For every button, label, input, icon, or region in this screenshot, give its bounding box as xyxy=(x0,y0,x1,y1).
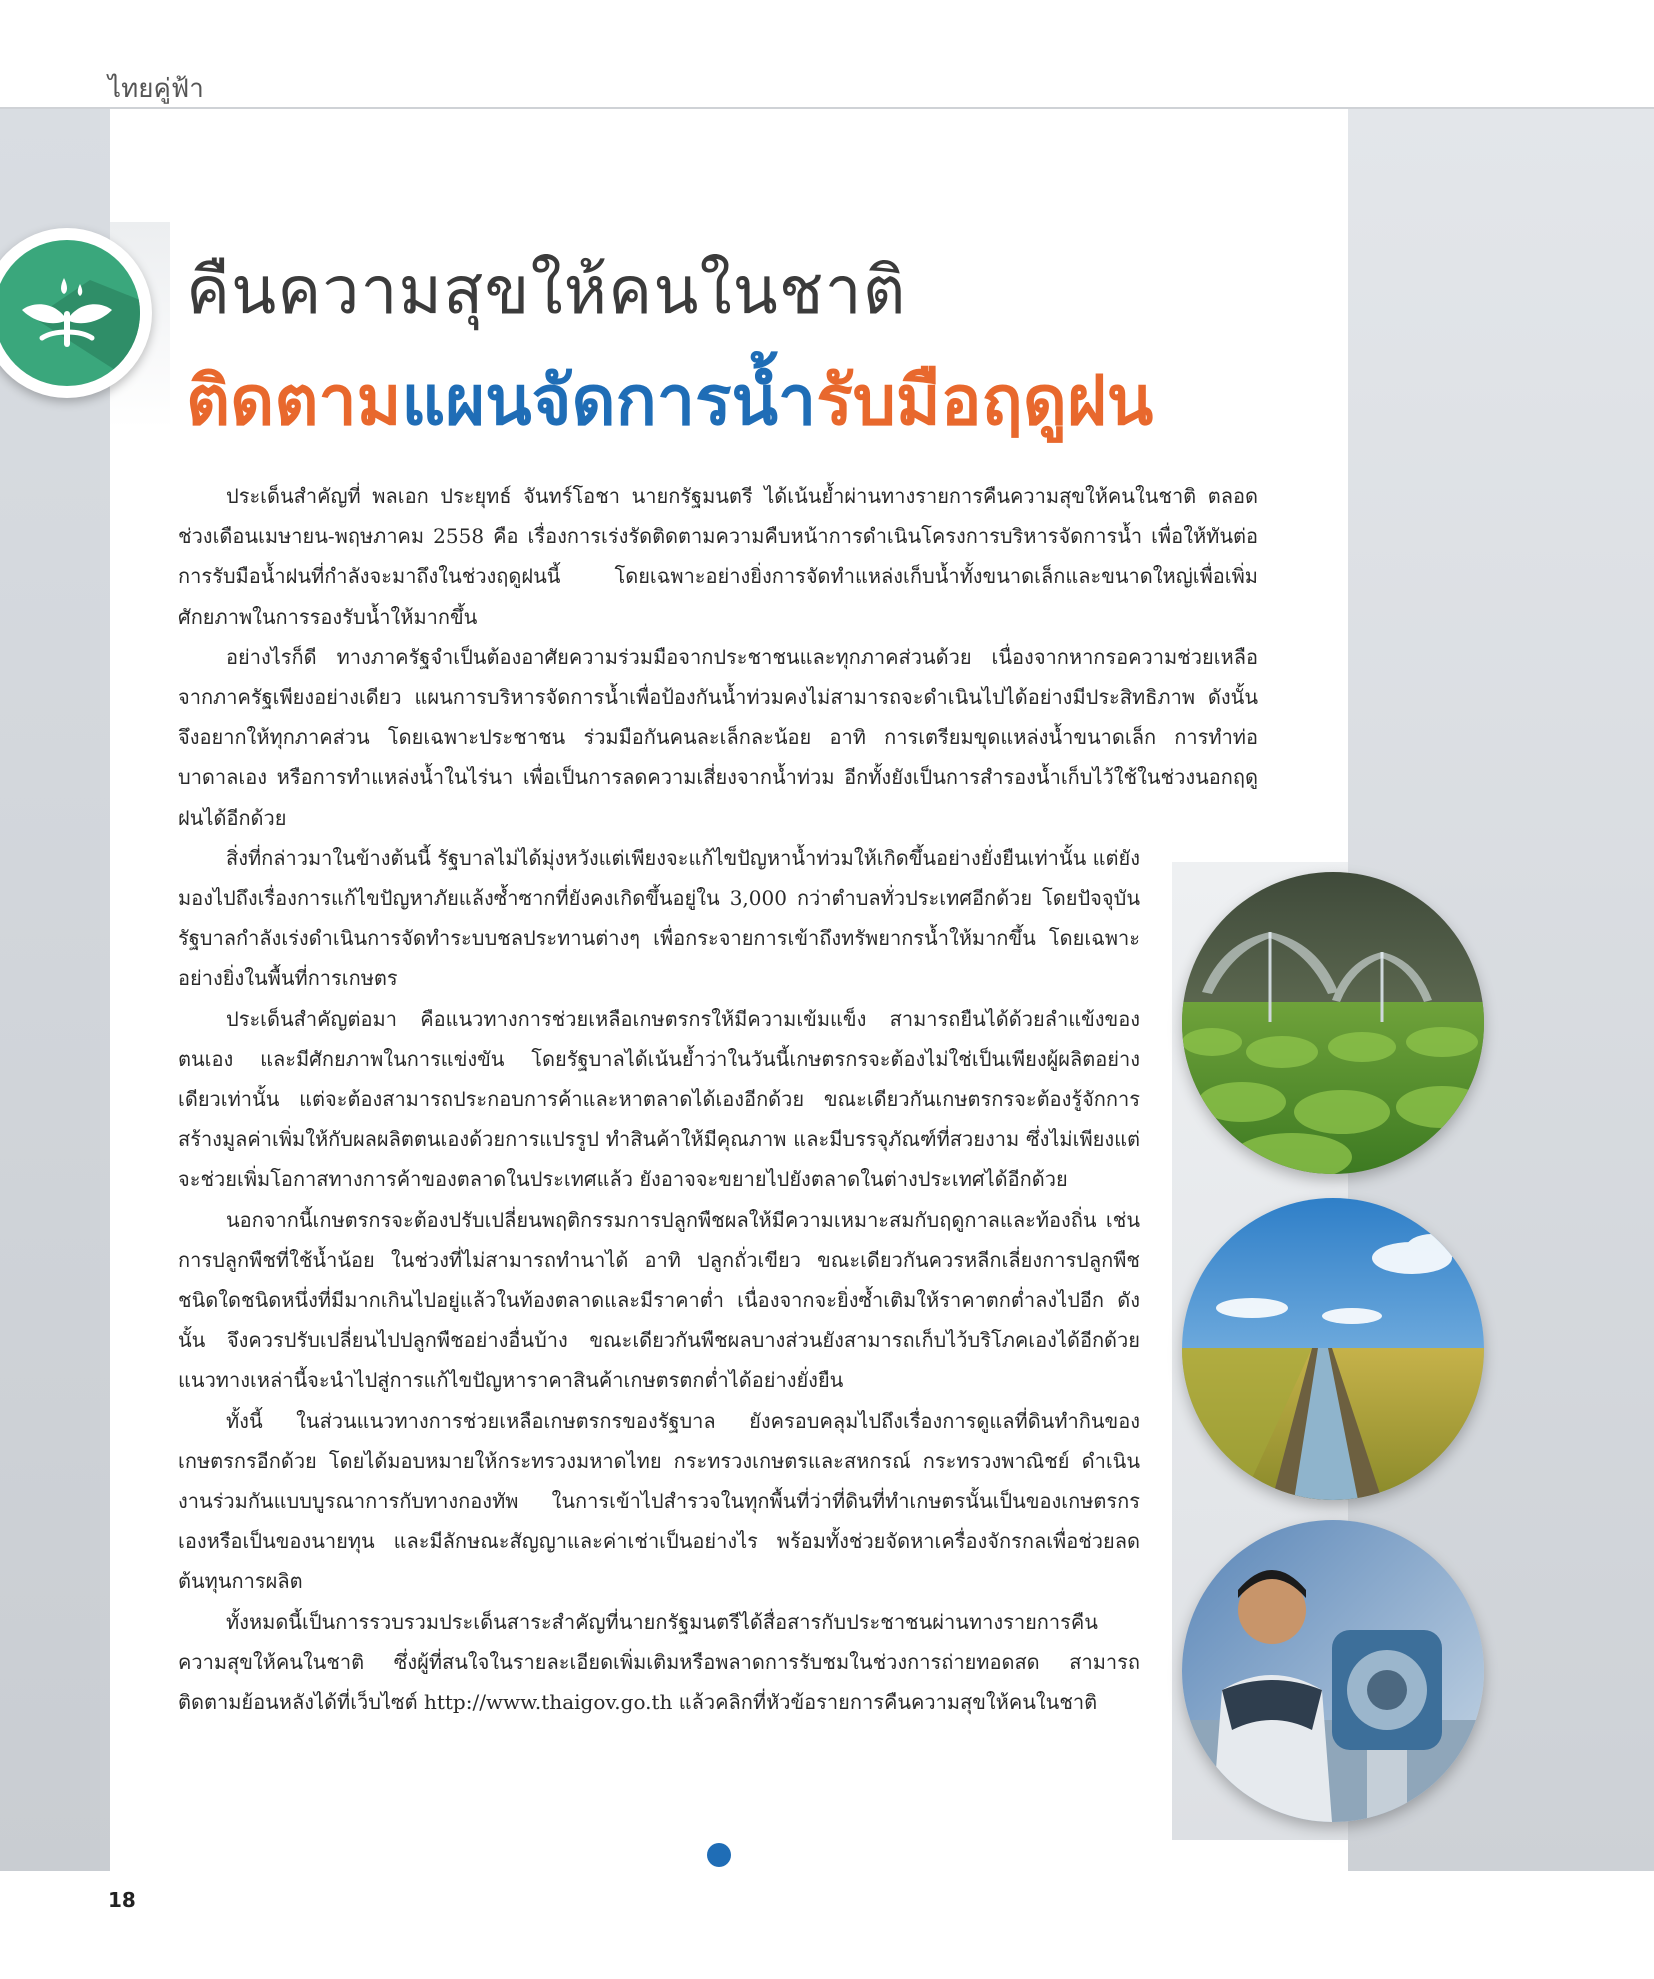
subtitle-part-rainy-season: รับมือฤดูฝน xyxy=(816,362,1154,441)
paragraph: ประเด็นสำคัญต่อมา คือแนวทางการช่วยเหลือเกษตรกรให้มีความเข้มแข็ง สามารถยืนได้ด้วยลำแข้งของตนเอง และมีศักยภาพในการแข่งขัน โดยรัฐบาลได้เน้นย้ำว่าในวันนี้เกษตรกรจะต้องไม่ใช่เป็นเพียงผู้ผลิตอย่างเดียวเท่านั้น แต่จะต้องสามารถประกอบการค้าและหาตลาดได้เองอีกด้วย ขณะเดียวกันเกษตรกรจะต้องรู้จักการสร้างมูลค่าเพิ่มให้กับผลผลิตตนเองด้วยการแปรรูป ทำสินค้าให้มีคุณภาพ และมีบรรจุภัณฑ์ที่สวยงาม ซึ่งไม่เพียงแต่จะช่วยเพิ่มโอกาสทางการค้าของตลาดในประเทศแล้ว ยังอาจจะขยายไปยังตลาดในต่างประเทศได้อีกด้วย xyxy=(178,1006,1140,1192)
page-title: คืนความสุขให้คนในชาติ xyxy=(186,252,907,329)
article-body xyxy=(178,476,1258,1722)
factory-worker-photo xyxy=(1182,1520,1484,1822)
paragraph: ประเด็นสำคัญที่ พลเอก ประยุทธ์ จันทร์โอชา นายกรัฐมนตรี ได้เน้นย้ำผ่านทางรายการคืนความสุขให้คนในชาติ ตลอดช่วงเดือนเมษายน-พฤษภาคม 2558 คือ เรื่องการเร่งรัดติดตามความคืบหน้าการดำเนินโครงการบริหารจัดการน้ำ เพื่อให้ทันต่อการรับมือน้ำฝนที่กำลังจะมาถึงในช่วงฤดูฝนนี้ โดยเฉพาะอย่างยิ่งการจัดทำแหล่งเก็บน้ำทั้งขนาดเล็กและขนาดใหญ่เพื่อเพิ่มศักยภาพในการรองรับน้ำให้มากขึ้น xyxy=(178,484,1258,629)
page-number: 18 xyxy=(108,1888,136,1912)
paragraph: นอกจากนี้เกษตรกรจะต้องปรับเปลี่ยนพฤติกรรมการปลูกพืชผลให้มีความเหมาะสมกับฤดูกาลและท้องถิ่น เช่น การปลูกพืชที่ใช้น้ำน้อย ในช่วงที่ไม่สามารถทำนาได้ อาทิ ปลูกถั่วเขียว ขณะเดียวกันควรหลีกเลี่ยงการปลูกพืชชนิดใดชนิดหนึ่งที่มีมากเกินไปอยู่แล้วในท้องตลาดและมีราคาต่ำ เนื่องจากจะยิ่งซ้ำเติมให้ราคาตกต่ำลงไปอีก ดังนั้น จึงควรปรับเปลี่ยนไปปลูกพืชอย่างอื่นบ้าง ขณะเดียวกันพืชผลบางส่วนยังสามารถเก็บไว้บริโภคเองได้อีกด้วย แนวทางเหล่านี้จะนำไปสู่การแก้ไขปัญหาราคาสินค้าเกษตรตกต่ำได้อย่างยั่งยืน xyxy=(178,1207,1140,1393)
rice-field-canal-photo xyxy=(1182,1198,1484,1500)
paragraph: ทั้งนี้ ในส่วนแนวทางการช่วยเหลือเกษตรกรของรัฐบาล ยังครอบคลุมไปถึงเรื่องการดูแลที่ดินทำกินของเกษตรกรอีกด้วย โดยได้มอบหมายให้กระทรวงมหาดไทย กระทรวงเกษตรและสหกรณ์ กระทรวงพาณิชย์ ดำเนินงานร่วมกันแบบบูรณาการกับทางกองทัพ ในการเข้าไปสำรวจในทุกพื้นที่ว่าที่ดินที่ทำเกษตรนั้นเป็นของเกษตรกรเองหรือเป็นของนายทุน และมีลักษณะสัญญาและค่าเช่าเป็นอย่างไร พร้อมทั้งช่วยจัดหาเครื่องจักรกลเพื่อช่วยลดต้นทุนการผลิต xyxy=(178,1408,1140,1594)
subtitle-part-water-plan: แผนจัดการน้ำ xyxy=(401,362,817,441)
paragraph: ทั้งหมดนี้เป็นการรวบรวมประเด็นสาระสำคัญที่นายกรัฐมนตรีได้สื่อสารกับประชาชนผ่านทางรายการคืนความสุขให้คนในชาติ ซึ่งผู้ที่สนใจในรายละเอียดเพิ่มเติมหรือพลาดการรับชมในช่วงการถ่ายทอดสด สามารถติดตามย้อนหลังได้ที่เว็บไซต์ http://www.thaigov.go.th แล้วคลิกที่หัวข้อรายการคืนความสุขให้คนในชาติ xyxy=(178,1609,1140,1715)
page-subtitle xyxy=(186,346,1153,454)
publisher-logo-icon xyxy=(707,1843,731,1867)
sprout-icon-badge xyxy=(0,228,152,398)
subtitle-part-follow: ติดตาม xyxy=(186,362,402,441)
magazine-name: ไทยคู่ฟ้า xyxy=(108,74,204,104)
paragraph: สิ่งที่กล่าวมาในข้างต้นนี้ รัฐบาลไม่ได้มุ่งหวังแต่เพียงจะแก้ไขปัญหาน้ำท่วมให้เกิดขึ้นอย่างยั่งยืนเท่านั้น แต่ยังมองไปถึงเรื่องการแก้ไขปัญหาภัยแล้งซ้ำซากที่ยังคงเกิดขึ้นอยู่ใน 3,000 กว่าตำบลทั่วประเทศอีกด้วย โดยปัจจุบันรัฐบาลกำลังเร่งดำเนินการจัดทำระบบชลประทานต่างๆ เพื่อกระจายการเข้าถึงทรัพยากรน้ำให้มากขึ้น โดยเฉพาะอย่างยิ่งในพื้นที่การเกษตร xyxy=(178,845,1140,991)
sprinkler-field-photo xyxy=(1182,872,1484,1174)
paragraph: อย่างไรก็ดี ทางภาครัฐจำเป็นต้องอาศัยความร่วมมือจากประชาชนและทุกภาคส่วนด้วย เนื่องจากหากรอความช่วยเหลือจากภาครัฐเพียงอย่างเดียว แผนการบริหารจัดการน้ำเพื่อป้องกันน้ำท่วมคงไม่สามารถจะดำเนินไปได้อย่างมีประสิทธิภาพ ดังนั้น จึงอยากให้ทุกภาคส่วน โดยเฉพาะประชาชน ร่วมมือกันคนละเล็กละน้อย อาทิ การเตรียมขุดแหล่งน้ำขนาดเล็ก การทำท่อบาดาลเอง หรือการทำแหล่งน้ำในไร่นา เพื่อเป็นการลดความเสี่ยงจากน้ำท่วม อีกทั้งยังเป็นการสำรองน้ำเก็บไว้ใช้ในช่วงนอกฤดูฝนได้อีกด้วย xyxy=(178,644,1258,830)
sprout-icon xyxy=(0,240,140,386)
